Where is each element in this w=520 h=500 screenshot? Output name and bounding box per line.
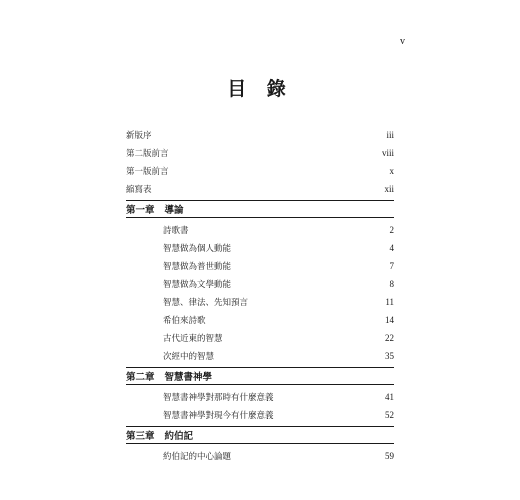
chapter-title: 約伯記 — [164, 431, 194, 442]
toc-entry-title: 詩歌書 — [163, 226, 189, 236]
toc-section-entry[interactable] — [126, 275, 394, 293]
toc-entry-title: 智慧、律法、先知預言 — [163, 298, 249, 308]
toc-entry-page: 8 — [389, 279, 394, 289]
chapter-heading[interactable] — [126, 367, 394, 385]
toc-entry-title: 新版序 — [126, 131, 152, 141]
page-number: v — [400, 36, 405, 47]
toc-entry-page: iii — [386, 130, 394, 140]
toc-front-entry[interactable] — [126, 162, 394, 180]
toc-section-entry[interactable] — [126, 221, 394, 239]
toc-entry-title: 第二版前言 — [126, 149, 169, 159]
toc-entry-title: 智慧書神學對那時有什麼意義 — [163, 393, 274, 403]
toc-entry-title: 次經中的智慧 — [163, 352, 215, 362]
toc-entry-title: 智慧書神學對現今有什麼意義 — [163, 411, 274, 421]
toc-entry-page: x — [389, 166, 394, 176]
toc-entry-page: 14 — [385, 315, 394, 325]
toc-section-entry[interactable] — [126, 257, 394, 275]
toc-entry-page: viii — [381, 148, 394, 158]
toc-section-entry[interactable] — [126, 311, 394, 329]
chapter-number: 第三章 — [126, 431, 155, 442]
toc-front-entry[interactable] — [126, 144, 394, 162]
toc-entry-page: 7 — [389, 261, 394, 271]
toc-entry-title: 智慧做為普世動能 — [163, 262, 232, 272]
chapter-heading[interactable] — [126, 200, 394, 218]
toc-entry-title: 第一版前言 — [126, 167, 169, 177]
chapter-title: 智慧書神學 — [164, 372, 213, 383]
toc-section-entry[interactable] — [126, 406, 394, 424]
chapter-number: 第二章 — [126, 372, 155, 383]
toc-entry-page: 35 — [385, 351, 394, 361]
toc-entry-title: 智慧做為文學動能 — [163, 280, 232, 290]
chapter-number: 第一章 — [126, 205, 155, 216]
toc-entry-page: 52 — [385, 410, 394, 420]
toc-front-entry[interactable] — [126, 180, 394, 198]
chapter-title: 導論 — [164, 205, 184, 216]
toc-section-entry[interactable] — [126, 347, 394, 365]
table-of-contents — [126, 126, 394, 465]
toc-entry-title: 希伯來詩歌 — [163, 316, 206, 326]
toc-entry-page: 11 — [385, 297, 394, 307]
toc-front-entry[interactable] — [126, 126, 394, 144]
toc-section-entry[interactable] — [126, 239, 394, 257]
toc-entry-title: 縮寫表 — [126, 185, 152, 195]
toc-entry-title: 古代近東的智慧 — [163, 334, 223, 344]
toc-entry-page: 59 — [385, 451, 394, 461]
toc-entry-page: 22 — [385, 333, 394, 343]
toc-entry-page: 4 — [389, 243, 394, 253]
toc-section-entry[interactable] — [126, 388, 394, 406]
toc-entry-page: xii — [384, 184, 394, 194]
toc-entry-title: 約伯記的中心論題 — [163, 452, 232, 462]
chapter-heading[interactable] — [126, 426, 394, 444]
toc-entry-title: 智慧做為個人動能 — [163, 244, 232, 254]
toc-section-entry[interactable] — [126, 329, 394, 347]
toc-entry-page: 41 — [385, 392, 394, 402]
toc-entry-page: 2 — [389, 225, 394, 235]
toc-section-entry[interactable] — [126, 447, 394, 465]
page-title: 目 錄 — [227, 78, 293, 100]
toc-section-entry[interactable] — [126, 293, 394, 311]
